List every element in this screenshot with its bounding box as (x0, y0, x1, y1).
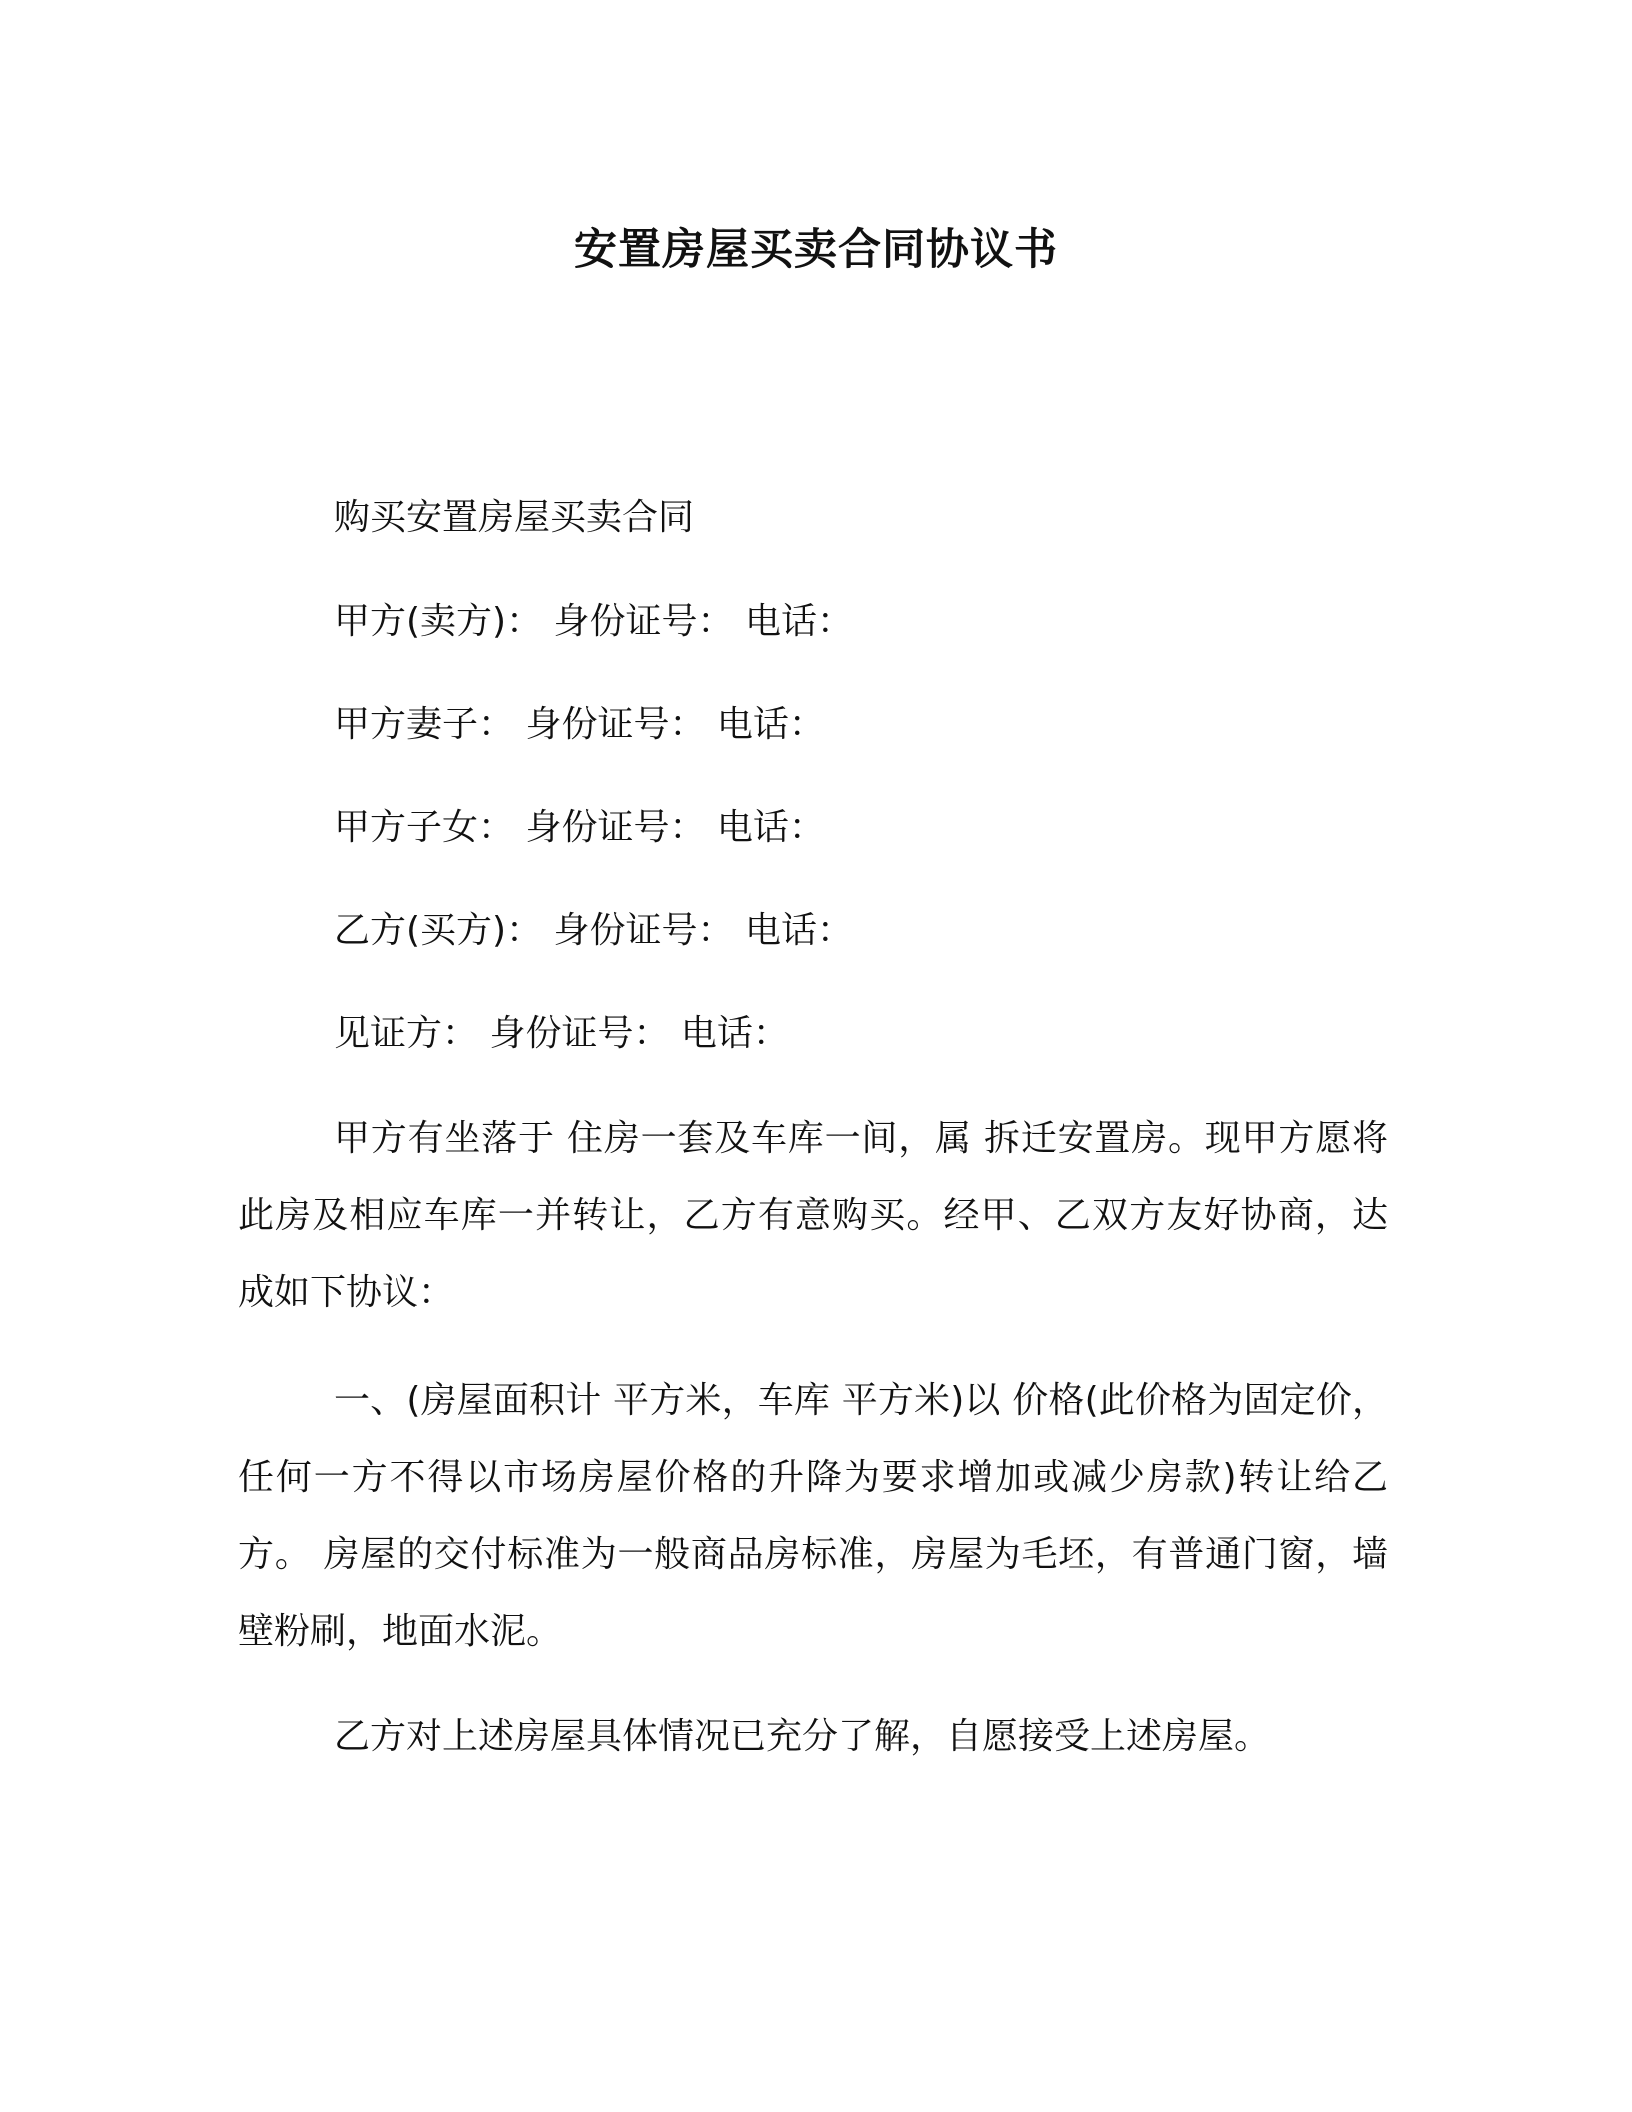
contract-subtitle: 购买安置房屋买卖合同 (334, 497, 695, 538)
paragraph-buyer-acceptance: 乙方对上述房屋具体情况已充分了解，自愿接受上述房屋。 (334, 1716, 1271, 1757)
paragraph-clause-one: 一、(房屋面积计 平方米，车库 平方米)以 价格(此价格为固定价，任何一方不得以市场房屋价格的升降为要求增加或减少房款)转让给乙方。 房屋的交付标准为一般商品房标准，房屋为毛坯，有普通门窗，墙壁粉刷，地面水泥。 (238, 1380, 1388, 1652)
party-seller-line: 甲方(卖方)： 身份证号： 电话： (334, 601, 853, 642)
party-seller-spouse-line: 甲方妻子： 身份证号： 电话： (334, 704, 825, 745)
document-title: 安置房屋买卖合同协议书 (574, 225, 1058, 275)
party-buyer-line: 乙方(买方)： 身份证号： 电话： (334, 910, 853, 951)
party-seller-children-line: 甲方子女： 身份证号： 电话： (334, 807, 825, 848)
party-witness-line: 见证方： 身份证号： 电话： (334, 1013, 789, 1054)
paragraph-property-intro: 甲方有坐落于 住房一套及车库一间，属 拆迁安置房。现甲方愿将此房及相应车库一并转让，乙方有意购买。经甲、乙双方友好协商，达成如下协议： (238, 1118, 1388, 1313)
